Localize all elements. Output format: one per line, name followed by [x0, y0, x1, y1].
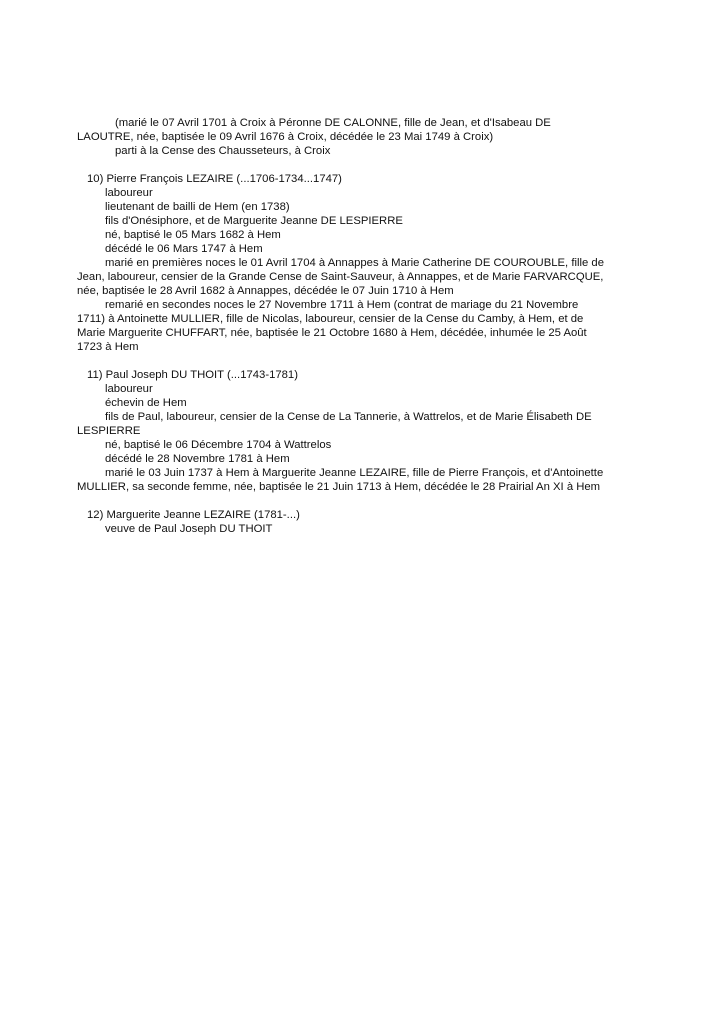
entry-10-line: née, baptisée le 28 Avril 1682 à Annappes, décédée le 07 Juin 1710 à Hem — [77, 285, 454, 297]
entry-10-line: 1723 à Hem — [77, 341, 139, 353]
entry-10-line: fils d'Onésiphore, et de Marguerite Jeanne DE LESPIERRE — [105, 215, 403, 227]
entry-11-line: échevin de Hem — [105, 397, 187, 409]
genealogy-text — [77, 116, 651, 536]
entry-12-heading: 12) Marguerite Jeanne LEZAIRE (1781-...) — [87, 509, 300, 521]
spacer — [77, 494, 651, 508]
entry-11-heading: 11) Paul Joseph DU THOIT (...1743-1781) — [87, 369, 298, 381]
entry-11-line: marié le 03 Juin 1737 à Hem à Marguerite Jeanne LEZAIRE, fille de Pierre François, et d'Antoinette — [105, 467, 604, 479]
intro-line: LAOUTRE, née, baptisée le 09 Avril 1676 à Croix, décédée le 23 Mai 1749 à Croix) — [77, 131, 494, 143]
intro-line: parti à la Cense des Chausseteurs, à Croix — [115, 145, 331, 157]
entry-10-line: Marie Marguerite CHUFFART, née, baptisée le 21 Octobre 1680 à Hem, décédée, inhumée le 25 Août — [77, 327, 587, 339]
entry-11-line: MULLIER, sa seconde femme, née, baptisée le 21 Juin 1713 à Hem, décédée le 28 Prairial An XI à Hem — [77, 481, 601, 493]
entry-12-line: veuve de Paul Joseph DU THOIT — [105, 523, 273, 535]
intro-line: (marié le 07 Avril 1701 à Croix à Péronne DE CALONNE, fille de Jean, et d'Isabeau DE — [115, 117, 551, 129]
entry-10-line: Jean, laboureur, censier de la Grande Cense de Saint-Sauveur, à Annappes, et de Marie FARVARCQUE, — [77, 271, 604, 283]
entry-10-heading: 10) Pierre François LEZAIRE (...1706-1734...1747) — [87, 173, 342, 185]
entry-10-line: né, baptisé le 05 Mars 1682 à Hem — [105, 229, 281, 241]
entry-11-line: laboureur — [105, 383, 153, 395]
entry-10-line: laboureur — [105, 187, 153, 199]
entry-11-line: LESPIERRE — [77, 425, 141, 437]
spacer — [77, 158, 651, 172]
entry-10-line: décédé le 06 Mars 1747 à Hem — [105, 243, 263, 255]
entry-11-line: fils de Paul, laboureur, censier de la Cense de La Tannerie, à Wattrelos, et de Marie Élisabeth DE — [105, 411, 592, 423]
entry-10-line: 1711) à Antoinette MULLIER, fille de Nicolas, laboureur, censier de la Cense du Camby, à Hem, et de — [77, 313, 584, 325]
spacer — [77, 354, 651, 368]
entry-10-line: marié en premières noces le 01 Avril 1704 à Annappes à Marie Catherine DE COUROUBLE, fille de — [105, 257, 604, 269]
entry-11-line: né, baptisé le 06 Décembre 1704 à Wattrelos — [105, 439, 332, 451]
entry-10-line: lieutenant de bailli de Hem (en 1738) — [105, 201, 290, 213]
entry-11-line: décédé le 28 Novembre 1781 à Hem — [105, 453, 290, 465]
entry-10-line: remarié en secondes noces le 27 Novembre 1711 à Hem (contrat de mariage du 21 Novembre — [105, 299, 579, 311]
